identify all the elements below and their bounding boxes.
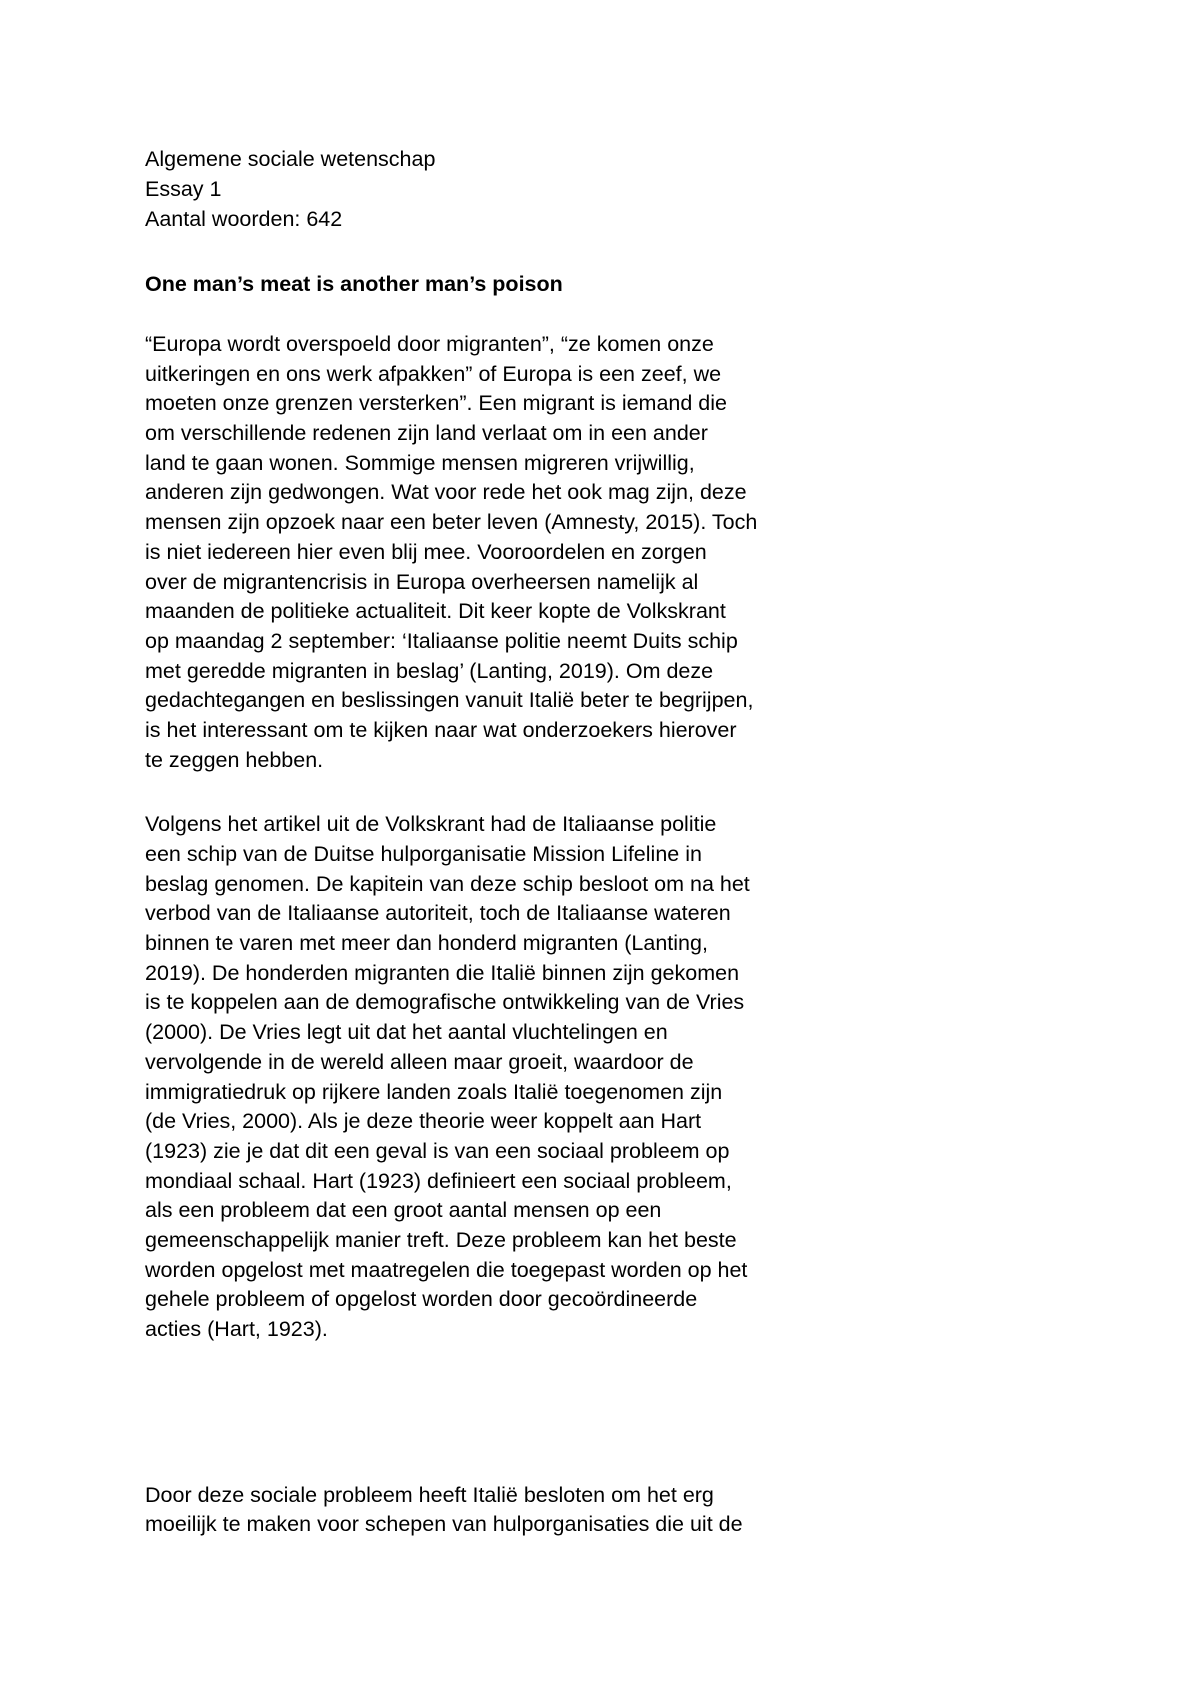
- text-line: mensen zijn opzoek naar een beter leven (Amnesty, 2015). Toch: [145, 510, 758, 535]
- text-line: is te koppelen aan de demografische ontwikkeling van de Vries: [145, 990, 745, 1015]
- course-name: Algemene sociale wetenschap: [145, 147, 436, 171]
- text-line: (1923) zie je dat dit een geval is van een sociaal probleem op: [145, 1138, 730, 1163]
- text-line: binnen te varen met meer dan honderd migranten (Lanting,: [145, 931, 708, 956]
- paragraph-analysis: [145, 810, 795, 1344]
- text-line: een schip van de Duitse hulporganisatie Mission Lifeline in: [145, 842, 702, 866]
- text-line: (2000). De Vries legt uit dat het aantal vluchtelingen en: [145, 1020, 668, 1045]
- paragraph-intro: [145, 330, 795, 775]
- paragraph-consequence: [145, 1481, 795, 1540]
- text-line: (de Vries, 2000). Als je deze theorie weer koppelt aan Hart: [145, 1109, 702, 1134]
- text-line: maanden de politieke actualiteit. Dit keer kopte de Volkskrant: [145, 599, 726, 624]
- document-body: [145, 144, 795, 1540]
- text-line: worden opgelost met maatregelen die toegepast worden op het: [145, 1257, 748, 1282]
- text-line: met geredde migranten in beslag’ (Lanting, 2019). Om deze: [145, 658, 714, 683]
- text-line: land te gaan wonen. Sommige mensen migreren vrijwillig,: [145, 450, 695, 475]
- text-line: is niet iedereen hier even blij mee. Vooroordelen en zorgen: [145, 539, 707, 564]
- text-line: op maandag 2 september: ‘Italiaanse politie neemt Duits schip: [145, 628, 738, 653]
- text-line: is het interessant om te kijken naar wat onderzoekers hierover: [145, 717, 737, 742]
- text-line: uitkeringen en ons werk afpakken” of Europa is een zeef, we: [145, 361, 722, 386]
- text-line: als een probleem dat een groot aantal mensen op een: [145, 1198, 662, 1223]
- text-line: gehele probleem of opgelost worden door gecoördineerde: [145, 1287, 698, 1312]
- text-line: te zeggen hebben.: [145, 747, 324, 772]
- text-line: vervolgende in de wereld alleen maar groeit, waardoor de: [145, 1049, 694, 1074]
- text-line: 2019). De honderden migranten die Italië binnen zijn gekomen: [145, 960, 740, 985]
- text-line: Door deze sociale probleem heeft Italië besloten om het erg: [145, 1482, 714, 1507]
- text-line: Volgens het artikel uit de Volkskrant had de Italiaanse politie: [145, 812, 717, 837]
- text-line: anderen zijn gedwongen. Wat voor rede het ook mag zijn, deze: [145, 480, 747, 505]
- text-line: gedachtegangen en beslissingen vanuit Italië beter te begrijpen,: [145, 688, 754, 713]
- text-line: acties (Hart, 1923).: [145, 1317, 328, 1341]
- text-line: “Europa wordt overspoeld door migranten”, “ze komen onze: [145, 332, 714, 356]
- text-line: gemeenschappelijk manier treft. Deze probleem kan het beste: [145, 1227, 737, 1252]
- text-line: mondiaal schaal. Hart (1923) definieert een sociaal probleem,: [145, 1168, 732, 1193]
- essay-title: One man’s meat is another man’s poison: [145, 272, 563, 296]
- text-line: om verschillende redenen zijn land verlaat om in een ander: [145, 421, 708, 446]
- word-count: Aantal woorden: 642: [145, 207, 343, 231]
- text-line: immigratiedruk op rijkere landen zoals Italië toegenomen zijn: [145, 1079, 723, 1104]
- text-line: over de migrantencrisis in Europa overheersen namelijk al: [145, 569, 699, 594]
- text-line: moeten onze grenzen versterken”. Een migrant is iemand die: [145, 391, 728, 416]
- text-line: moeilijk te maken voor schepen van hulporganisaties die uit de: [145, 1512, 743, 1537]
- text-line: beslag genomen. De kapitein van deze schip besloot om na het: [145, 871, 750, 896]
- essay-number: Essay 1: [145, 177, 222, 201]
- text-line: verbod van de Italiaanse autoriteit, toch de Italiaanse wateren: [145, 901, 731, 926]
